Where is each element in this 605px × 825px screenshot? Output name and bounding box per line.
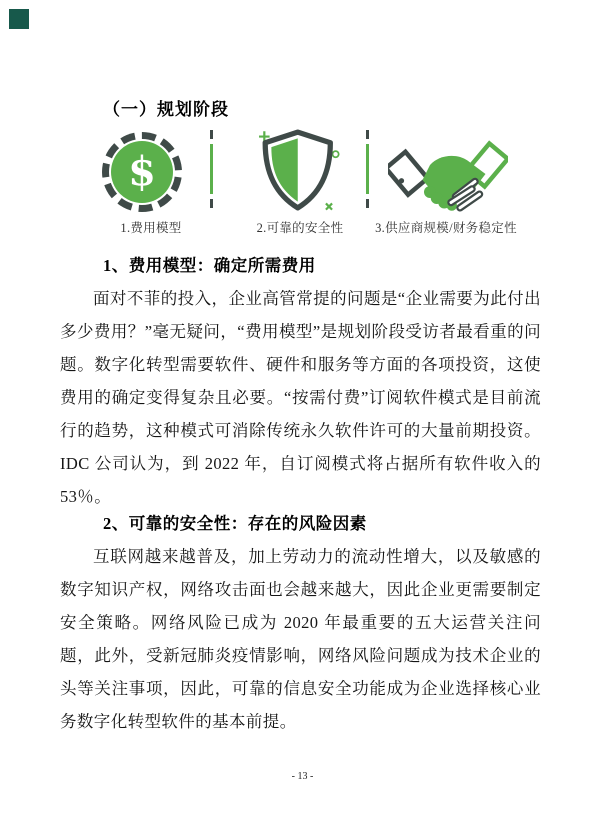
dollar-coin-icon [102,132,182,212]
paragraph-security: 互联网越来越普及，加上劳动力的流动性增大，以及敏感的数字知识产权，网络攻击面也会越来越大，因此企业更需要制定安全策略。网络风险已成为 2020 年最重要的五大运营关注问题，此外，受新冠肺炎疫情影响，网络风险问题成为技术企业的头等关注事项，因此，可靠的信息安全功能成为企业选择核心业务数字化转型软件的基本前提。 [60,547,541,731]
dollar-coin-core [111,141,173,203]
subsection-heading-security: 2、可靠的安全性：存在的风险因素 [103,514,367,533]
section-heading: （一）规划阶段 [103,100,229,119]
vertical-divider [366,130,369,208]
vertical-divider [210,130,213,208]
shield-icon [250,126,342,214]
icon-label-security: 2.可靠的安全性 [256,221,344,235]
paragraph-cost-model: 面对不菲的投入，企业高管常提的问题是“企业需要为此付出多少费用？”毫无疑问，“费用模型”是规划阶段受访者最看重的问题。数字化转型需要软件、硬件和服务等方面的各项投资，这使费用的确定变得复杂且必要。“按需付费”订阅软件模式是目前流行的趋势，这种模式可消除传统永久软件许可的大量前期投资。IDC 公司认为，到 2022 年，自订阅模式将占据所有软件收入的 53％。 [60,289,541,506]
corner-mark [9,9,29,29]
icon-label-vendor: 3.供应商规模/财务稳定性 [375,221,517,235]
handshake-icon [388,138,508,213]
icon-label-cost-model: 1.费用模型 [120,221,182,235]
subsection-heading-cost-model: 1、费用模型：确定所需费用 [103,256,316,275]
dollar-glyph: $ [128,148,156,195]
page-number: - 13 - [291,771,314,782]
